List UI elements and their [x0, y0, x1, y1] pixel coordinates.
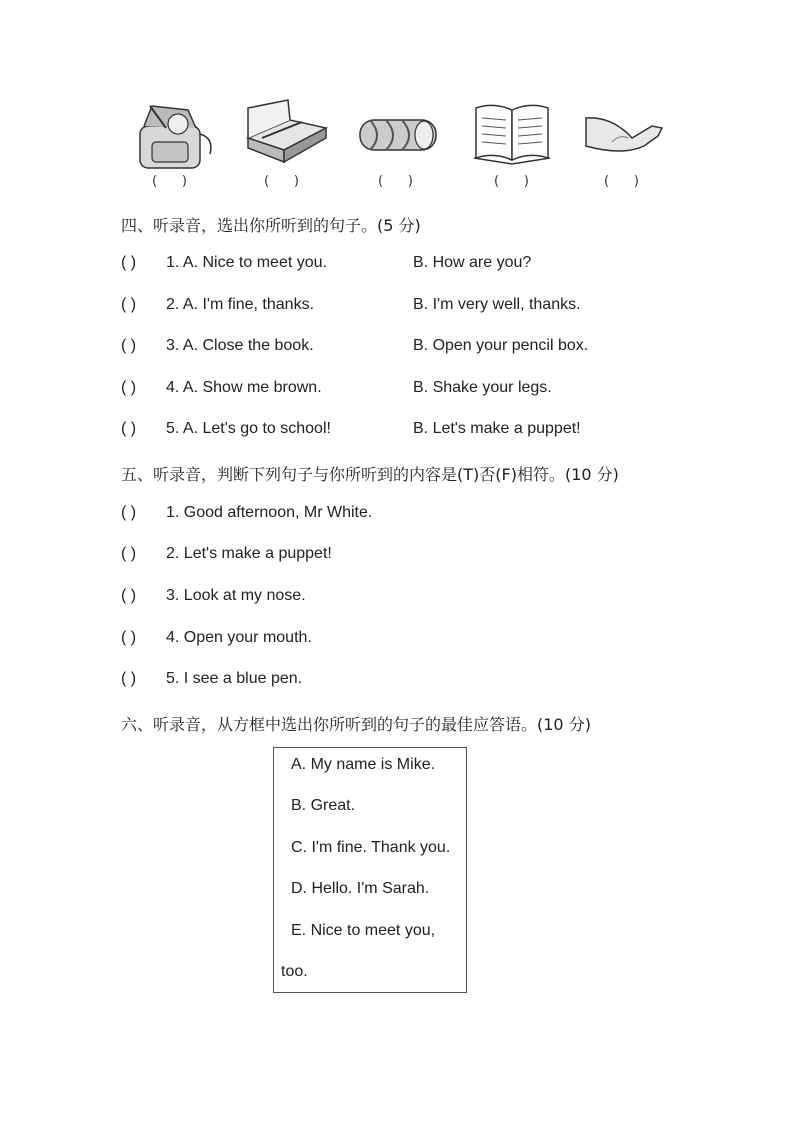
- option-a: 3. A. Close the book.: [166, 337, 314, 354]
- option-b: B. Shake your legs.: [413, 379, 552, 396]
- answer-blank[interactable]: ( ): [121, 587, 137, 604]
- answer-blank[interactable]: ( ): [121, 296, 137, 313]
- statement-text: 5. I see a blue pen.: [166, 670, 303, 687]
- section6-title: 六、听录音，从方框中选出你所听到的句子的最佳应答语。(10 分): [121, 715, 591, 734]
- option-b: B. How are you?: [413, 254, 532, 271]
- answer-paren: ( ): [604, 174, 639, 189]
- pencil-box-icon: [242, 98, 332, 173]
- picture-item-2: [242, 98, 332, 193]
- answer-paren: ( ): [494, 174, 529, 189]
- option-a: 4. A. Show me brown.: [166, 379, 322, 396]
- answer-blank[interactable]: ( ): [121, 629, 137, 646]
- option-d: D. Hello. I'm Sarah.: [291, 880, 430, 897]
- option-e: E. Nice to meet you,: [291, 922, 436, 939]
- answer-paren: ( ): [264, 174, 299, 189]
- book-icon: [472, 98, 562, 173]
- answer-options-box: [273, 747, 467, 993]
- answer-blank[interactable]: ( ): [121, 254, 137, 271]
- option-e-continued: too.: [281, 963, 308, 980]
- option-b: B. Great.: [291, 797, 356, 814]
- answer-paren: ( ): [378, 174, 413, 189]
- picture-item-5: [582, 98, 672, 193]
- picture-row: [122, 98, 672, 193]
- statement-text: 1. Good afternoon, Mr White.: [166, 504, 373, 521]
- answer-blank[interactable]: ( ): [121, 504, 137, 521]
- option-a: 2. A. I'm fine, thanks.: [166, 296, 315, 313]
- answer-blank[interactable]: ( ): [121, 545, 137, 562]
- statement-text: 2. Let's make a puppet!: [166, 545, 332, 562]
- statement-text: 4. Open your mouth.: [166, 629, 312, 646]
- option-b: B. Open your pencil box.: [413, 337, 589, 354]
- option-a: 5. A. Let's go to school!: [166, 420, 331, 437]
- answer-blank[interactable]: ( ): [121, 379, 137, 396]
- picture-item-4: [472, 98, 562, 193]
- section4-title: 四、听录音，选出你所听到的句子。(5 分): [121, 216, 421, 235]
- option-b: B. Let's make a puppet!: [413, 420, 581, 437]
- school-bag-icon: [130, 98, 220, 173]
- section5-title: 五、听录音，判断下列句子与你所听到的内容是(T)否(F)相符。(10 分): [121, 465, 619, 484]
- option-b: B. I'm very well, thanks.: [413, 296, 581, 313]
- statement-text: 3. Look at my nose.: [166, 587, 306, 604]
- picture-item-1: [130, 98, 220, 193]
- answer-blank[interactable]: ( ): [121, 420, 137, 437]
- eraser-icon: [356, 98, 446, 173]
- option-a: 1. A. Nice to meet you.: [166, 254, 327, 271]
- answer-blank[interactable]: ( ): [121, 670, 137, 687]
- answer-blank[interactable]: ( ): [121, 337, 137, 354]
- answer-paren: ( ): [152, 174, 187, 189]
- option-a: A. My name is Mike.: [291, 756, 436, 773]
- arm-icon: [582, 98, 672, 173]
- picture-item-3: [356, 98, 446, 193]
- option-c: C. I'm fine. Thank you.: [291, 839, 451, 856]
